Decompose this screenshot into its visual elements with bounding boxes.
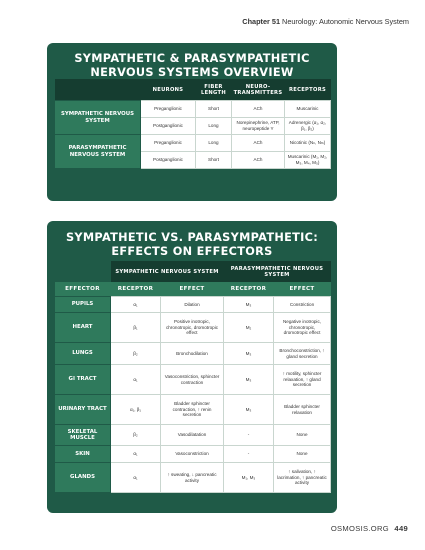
effects-group-row bbox=[55, 261, 331, 282]
effector-gi-tract: GI TRACT bbox=[55, 365, 111, 395]
page-footer bbox=[331, 524, 408, 533]
cell: Postganglionic bbox=[141, 152, 196, 169]
overview-title bbox=[54, 43, 330, 79]
col-effector: EFFECTOR bbox=[55, 282, 111, 297]
cell: Long bbox=[196, 118, 232, 135]
cell: ↑ sweating, ↓ pancreatic activity bbox=[161, 463, 224, 493]
page-number: 449 bbox=[394, 524, 408, 533]
effector-lungs: LUNGS bbox=[55, 343, 111, 365]
effector-heart: HEART bbox=[55, 313, 111, 343]
cell: ACh bbox=[232, 101, 285, 118]
cell: Vasoconstriction bbox=[161, 446, 224, 463]
table-row bbox=[55, 101, 331, 118]
overview-header-row bbox=[55, 79, 331, 101]
chapter-title: Neurology: Autonomic Nervous System bbox=[282, 17, 409, 26]
cell: ACh bbox=[232, 135, 285, 152]
cell: None bbox=[274, 446, 331, 463]
table-row bbox=[55, 365, 331, 395]
site-name: OSMOSIS.ORG bbox=[330, 524, 389, 533]
cell: Short bbox=[196, 152, 232, 169]
cell: Vasoconstriction, sphincter contraction bbox=[161, 365, 224, 395]
effector-glands: GLANDS bbox=[55, 463, 111, 493]
cell: Muscarinic (M₁, M₂, M₃, M₄, M₅) bbox=[285, 152, 331, 169]
overview-title-line2: NERVOUS SYSTEMS OVERVIEW bbox=[90, 65, 294, 79]
table-row bbox=[55, 313, 331, 343]
effects-header-row bbox=[55, 282, 331, 297]
table-row bbox=[55, 463, 331, 493]
effects-table bbox=[54, 261, 331, 493]
effector-skin: SKIN bbox=[55, 446, 111, 463]
overview-table bbox=[54, 79, 331, 169]
cell: Postganglionic bbox=[141, 118, 196, 135]
effects-title-line2: EFFECTS ON EFFECTORS bbox=[111, 244, 273, 258]
cell: M₃ bbox=[224, 297, 274, 313]
cell: α₁ bbox=[111, 297, 161, 313]
cell: Bronchodilation bbox=[161, 343, 224, 365]
cell: M₃ bbox=[224, 395, 274, 425]
group-sympathetic: SYMPATHETIC NERVOUS SYSTEM bbox=[111, 261, 224, 282]
effects-card bbox=[47, 221, 337, 513]
cell: α₁ bbox=[111, 365, 161, 395]
col-fiber-length: FIBER LENGTH bbox=[196, 79, 232, 101]
col-receptors: RECEPTORS bbox=[285, 79, 331, 101]
col-sym-receptor: RECEPTOR bbox=[111, 282, 161, 297]
effects-title-line1: SYMPATHETIC VS. PARASYMPATHETIC: bbox=[65, 231, 319, 244]
row-label-sympathetic: SYMPATHETIC NERVOUS SYSTEM bbox=[55, 101, 141, 135]
cell: M₃ bbox=[224, 343, 274, 365]
cell: ↑ salivation, ↑ lacrimation, ↑ pancreatic activity bbox=[274, 463, 331, 493]
col-para-effect: EFFECT bbox=[274, 282, 331, 297]
cell: Adrenergic (α₁, α₂, β₁, β₂) bbox=[285, 118, 331, 135]
effects-title bbox=[54, 221, 330, 261]
cell: β₁ bbox=[111, 313, 161, 343]
cell: Bladder sphincter relaxation bbox=[274, 395, 331, 425]
effector-skeletal-muscle: SKELETAL MUSCLE bbox=[55, 425, 111, 446]
col-neurons: NEURONS bbox=[141, 79, 196, 101]
cell: Preganglionic bbox=[141, 135, 196, 152]
cell: - bbox=[224, 425, 274, 446]
cell: Short bbox=[196, 101, 232, 118]
table-row bbox=[55, 395, 331, 425]
cell: Norepinephrine, ATP, neuropeptide Y bbox=[232, 118, 285, 135]
col-neurotransmitters: NEURO-TRANSMITTERS bbox=[232, 79, 285, 101]
chapter-number: Chapter 51 bbox=[242, 17, 281, 26]
table-row bbox=[55, 425, 331, 446]
cell: ACh bbox=[232, 152, 285, 169]
cell: - bbox=[224, 446, 274, 463]
cell: β₂ bbox=[111, 343, 161, 365]
row-label-parasympathetic: PARASYMPATHETIC NERVOUS SYSTEM bbox=[55, 135, 141, 169]
cell: β₂ bbox=[111, 425, 161, 446]
table-row bbox=[55, 343, 331, 365]
cell: α₁ bbox=[111, 446, 161, 463]
effector-urinary-tract: URINARY TRACT bbox=[55, 395, 111, 425]
group-blank bbox=[55, 261, 111, 282]
group-parasympathetic: PARASYMPATHETIC NERVOUS SYSTEM bbox=[224, 261, 331, 282]
col-sym-effect: EFFECT bbox=[161, 282, 224, 297]
table-row bbox=[55, 297, 331, 313]
cell: α₁ bbox=[111, 463, 161, 493]
page-header bbox=[242, 17, 409, 26]
overview-card bbox=[47, 43, 337, 201]
cell: Bronchoconstriction, ↑ gland secretion bbox=[274, 343, 331, 365]
overview-title-line1: SYMPATHETIC & PARASYMPATHETIC bbox=[74, 52, 310, 65]
cell: Long bbox=[196, 135, 232, 152]
cell: ↑ motility, sphincter relaxation, ↑ gland secretion bbox=[274, 365, 331, 395]
cell: M₂ bbox=[224, 313, 274, 343]
cell: Positive inotropic, chronotropic, dromotropic effect bbox=[161, 313, 224, 343]
cell: Vasodilatation bbox=[161, 425, 224, 446]
cell: Constriction bbox=[274, 297, 331, 313]
cell: Bladder sphincter contraction, ↑ renin secretion bbox=[161, 395, 224, 425]
cell: Preganglionic bbox=[141, 101, 196, 118]
cell: M₁, M₃ bbox=[224, 463, 274, 493]
overview-header-blank bbox=[55, 79, 141, 101]
cell: None bbox=[274, 425, 331, 446]
cell: M₃ bbox=[224, 365, 274, 395]
table-row bbox=[55, 446, 331, 463]
effector-pupils: PUPILS bbox=[55, 297, 111, 313]
cell: Muscarinic bbox=[285, 101, 331, 118]
cell: Negative inotropic, chronotropic, dromotropic effect bbox=[274, 313, 331, 343]
cell: Dilation bbox=[161, 297, 224, 313]
cell: Nicotinic (Nₙ, Nₘ) bbox=[285, 135, 331, 152]
cell: α₁, β₁ bbox=[111, 395, 161, 425]
col-para-receptor: RECEPTOR bbox=[224, 282, 274, 297]
table-row bbox=[55, 135, 331, 152]
